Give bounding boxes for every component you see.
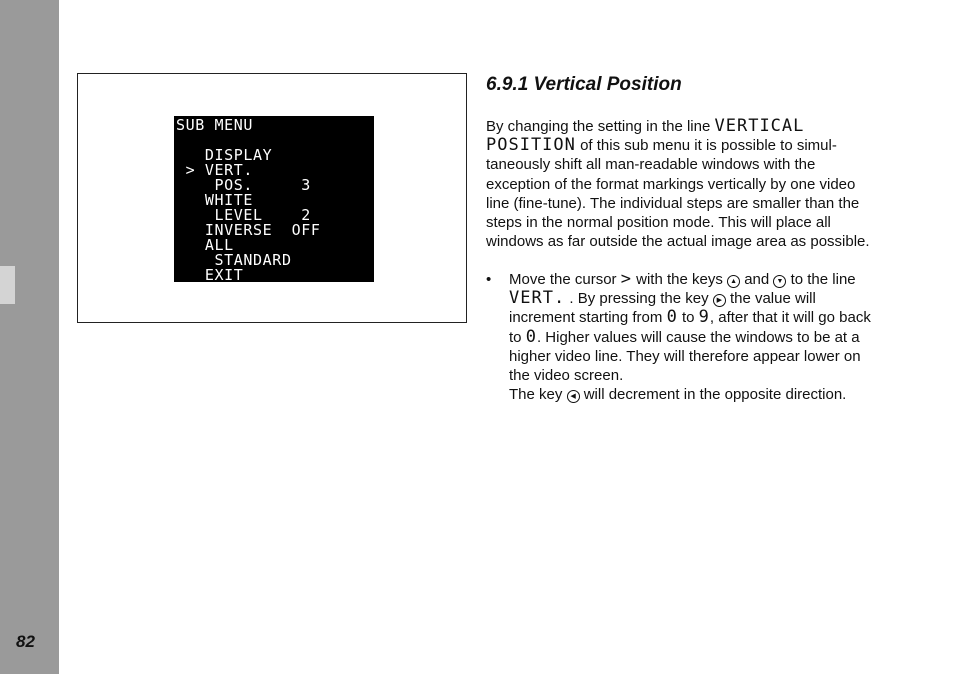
value-zero: 0: [666, 307, 678, 328]
osd-screen: [174, 116, 374, 282]
osd-line-level: LEVEL 2: [176, 206, 311, 224]
cursor-symbol: >: [620, 269, 632, 289]
right-key-icon: ▶: [713, 294, 726, 307]
bullet-text: [509, 270, 881, 404]
osd-line-white: WHITE: [176, 191, 254, 209]
osd-line-pos: POS. 3: [176, 176, 311, 194]
bullet-t5: . By pressing the key: [569, 290, 709, 308]
page-number: 82: [16, 632, 35, 651]
osd-line-all: ALL: [176, 236, 234, 254]
bullet-t1: Move the cursor: [509, 271, 617, 288]
osd-line-display: DISPLAY: [176, 146, 273, 164]
bullet-t6: the value will increment starting from: [509, 290, 816, 327]
bullet-t8: , after that it will go back to: [509, 309, 871, 346]
bullet-symbol: •: [486, 271, 492, 288]
bullet-t3: and: [744, 271, 770, 288]
value-zero-2: 0: [525, 326, 537, 347]
osd-line-standard: STANDARD: [176, 251, 292, 269]
bullet-t7: to: [681, 309, 695, 327]
bullet-t9: . Higher values will cause the windows to be at a higher video line. They will therefore appear lower on the video screen.: [509, 328, 861, 385]
para-mono-setting: VERTICAL POSITION: [486, 116, 805, 156]
section-title: 6.9.1 Vertical Position: [486, 74, 682, 95]
osd-line-exit: EXIT: [176, 266, 244, 282]
section-paragraph: [486, 117, 882, 251]
up-key-icon: ▲: [727, 275, 740, 288]
side-margin-band: [0, 0, 59, 674]
menu-figure: [77, 73, 467, 323]
down-key-icon: ▼: [773, 275, 786, 288]
value-nine: 9: [698, 307, 710, 328]
chapter-tab: [0, 266, 15, 304]
osd-line-vert: > VERT.: [176, 161, 254, 179]
osd-line-inverse: INVERSE OFF: [176, 221, 321, 239]
bullet-t2: with the keys: [636, 271, 723, 288]
bullet-t10: The key: [509, 386, 563, 404]
para-text-1: By changing the setting in the line: [486, 118, 711, 135]
line-vert-mono: VERT.: [509, 288, 566, 309]
para-text-2: of this sub menu it is possible to simul-taneously shift all man-readable windows with the exception of the format markings vertically by one video line (fine-tune). The individual steps are smaller than the steps in the normal position mode. This will place all windows as far outside the actual image area as possible.: [486, 137, 870, 251]
osd-line-title: SUB MENU: [176, 116, 254, 134]
bullet-t11: will decrement in the opposite direction.: [583, 386, 847, 404]
bullet-t4: to the line: [790, 271, 856, 288]
left-key-icon: ◀: [567, 390, 580, 403]
